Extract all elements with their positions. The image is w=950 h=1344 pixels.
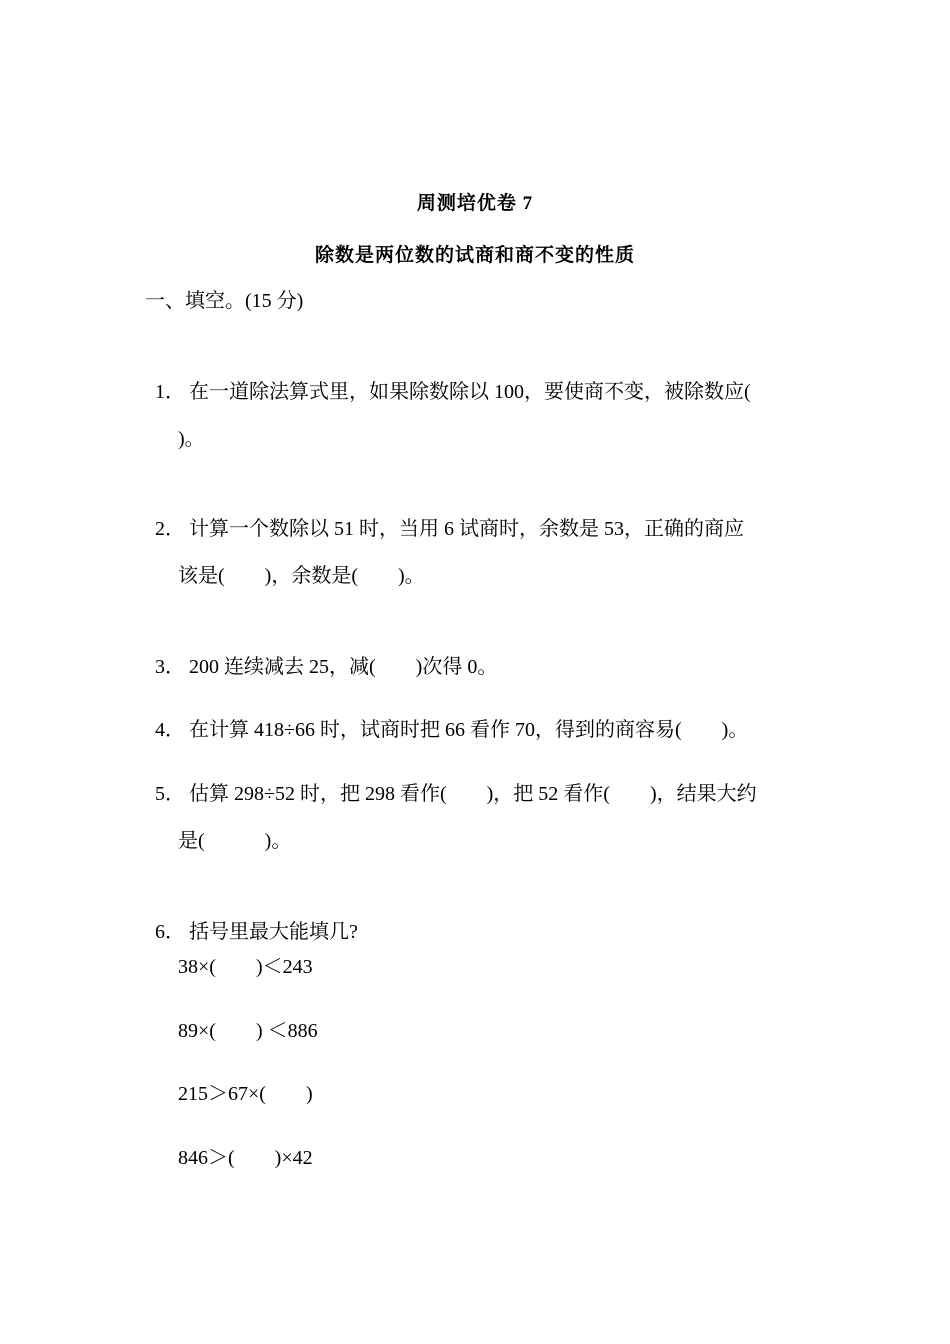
question-1-continuation: )。: [178, 428, 205, 450]
question-number: 3．: [155, 656, 185, 678]
question-number: 2．: [155, 518, 185, 540]
page-subtitle: 除数是两位数的试商和商不变的性质: [314, 245, 635, 266]
question-6-item: 38×( )＜243: [178, 956, 313, 978]
question-3: [145, 625, 497, 681]
question-text: 估算 298÷52 时，把 298 看作( )，把 52 看作( )，结果大约: [189, 783, 757, 805]
section-heading: 一、填空。(15 分): [145, 290, 304, 312]
question-number: 6．: [155, 921, 185, 943]
question-2: [145, 487, 744, 543]
question-number: 1．: [155, 381, 185, 403]
question-5: [145, 752, 757, 808]
question-number: 5．: [155, 783, 185, 805]
question-text: 计算一个数除以 51 时，当用 6 试商时，余数是 53，正确的商应: [189, 518, 744, 540]
question-6: [145, 890, 358, 946]
question-1: [145, 350, 751, 406]
question-6-item: 89×( ) ＜886: [178, 1020, 318, 1042]
question-6-item: 215＞67×( ): [178, 1083, 313, 1105]
page-title: 周测培优卷 7: [416, 193, 534, 214]
question-number: 4．: [155, 719, 185, 741]
question-6-item: 846＞( )×42: [178, 1147, 313, 1169]
question-text: 在计算 418÷66 时，试商时把 66 看作 70，得到的商容易( )。: [189, 719, 749, 741]
question-text: 200 连续减去 25，减( )次得 0。: [189, 656, 498, 678]
question-5-continuation: 是( )。: [178, 830, 292, 852]
question-2-continuation: 该是( )，余数是( )。: [178, 565, 425, 587]
question-text: 括号里最大能填几?: [189, 921, 358, 943]
question-4: [145, 688, 748, 744]
question-text: 在一道除法算式里，如果除数除以 100，要使商不变，被除数应(: [189, 381, 751, 403]
